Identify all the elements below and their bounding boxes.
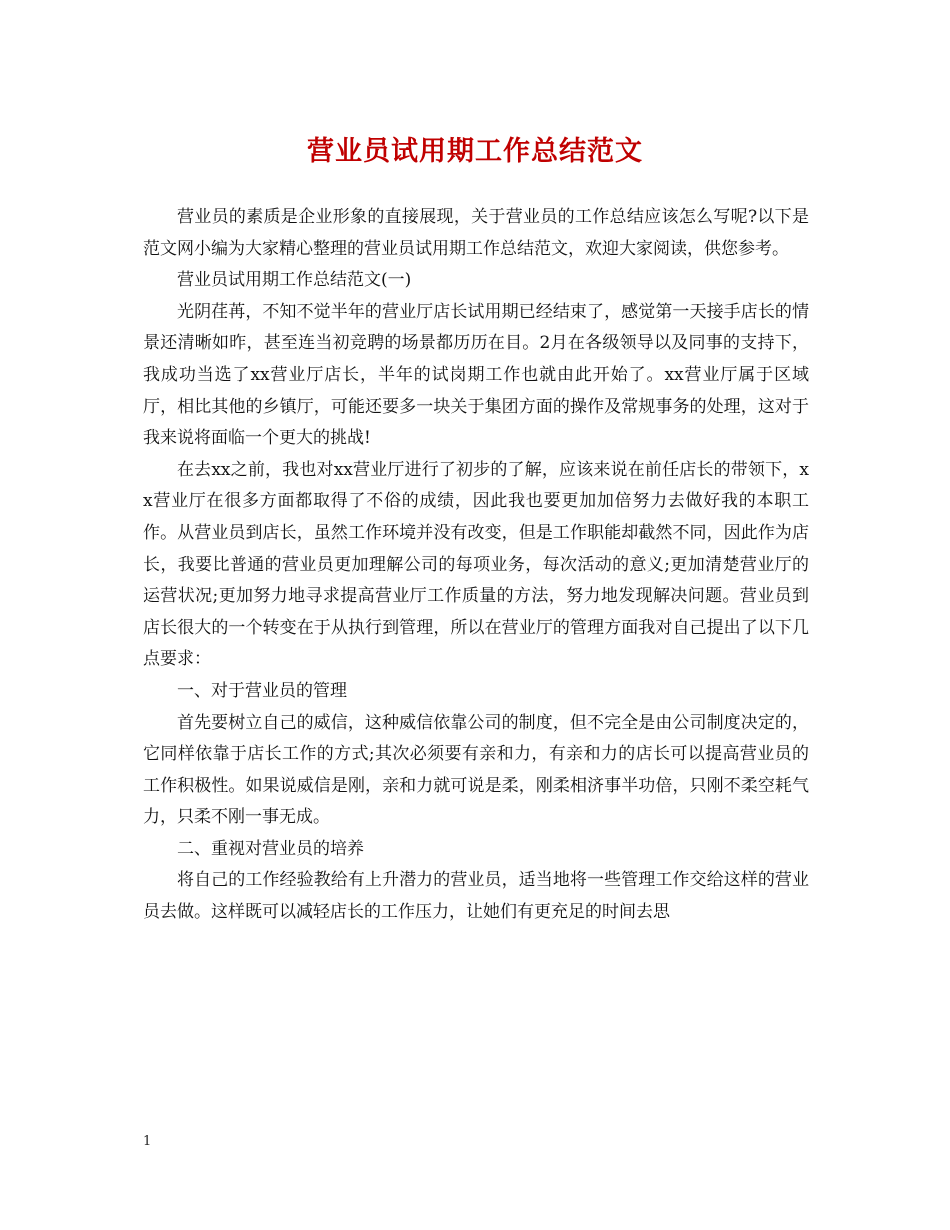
paragraph-training: 将自己的工作经验教给有上升潜力的营业员，适当地将一些管理工作交给这样的营业员去做。这样既可以减轻店长的工作压力，让她们有更充足的时间去思	[143, 870, 809, 923]
paragraph-trial-review: 光阴荏苒，不知不觉半年的营业厅店长试用期已经结束了，感觉第一天接手店长的情景还清晰如昨，甚至连当初竞聘的场景都历历在目。2月在各级领导以及同事的支持下，我成功当选了xx营业厅店长，半年的试岗期工作也就由此开始了。xx营业厅属于区域厅，相比其他的乡镇厅，可能还要多一块关于集团方面的操作及常规事务的处理，这对于我来说将面临一个更大的挑战!	[143, 301, 809, 449]
document-body	[143, 202, 809, 929]
subheading-staff-management: 一、对于营业员的管理	[177, 680, 347, 701]
subheading-staff-training: 二、重视对营业员的培养	[177, 838, 364, 859]
paragraph-intro: 营业员的素质是企业形象的直接展现，关于营业员的工作总结应该怎么写呢?以下是范文网小编为大家精心整理的营业员试用期工作总结范文，欢迎大家阅读，供您参考。	[143, 207, 809, 259]
document-title: 营业员试用期工作总结范文	[307, 136, 643, 167]
page-number: 1	[143, 1134, 152, 1149]
paragraph-management-goals: 在去xx之前，我也对xx营业厅进行了初步的了解，应该来说在前任店长的带领下，xx营业厅在很多方面都取得了不俗的成绩，因此我也要更加加倍努力去做好我的本职工作。从营业员到店长，虽然工作环境并没有改变，但是工作职能却截然不同，因此作为店长，我要比普通的营业员更加理解公司的每项业务，每次活动的意义;更加清楚营业厅的运营状况;更加努力地寻求提高营业厅工作质量的方法，努力地发现解决问题。营业员到店长很大的一个转变在于从执行到管理，所以在营业厅的管理方面我对自己提出了以下几点要求：	[143, 459, 809, 670]
paragraph-authority-affinity: 首先要树立自己的威信，这种威信依靠公司的制度，但不完全是由公司制度决定的，它同样依靠于店长工作的方式;其次必须要有亲和力，有亲和力的店长可以提高营业员的工作积极性。如果说威信是刚，亲和力就可说是柔，刚柔相济事半功倍，只刚不柔空耗气力，只柔不刚一事无成。	[143, 712, 809, 828]
section-heading-sample-one: 营业员试用期工作总结范文(一)	[177, 270, 412, 291]
